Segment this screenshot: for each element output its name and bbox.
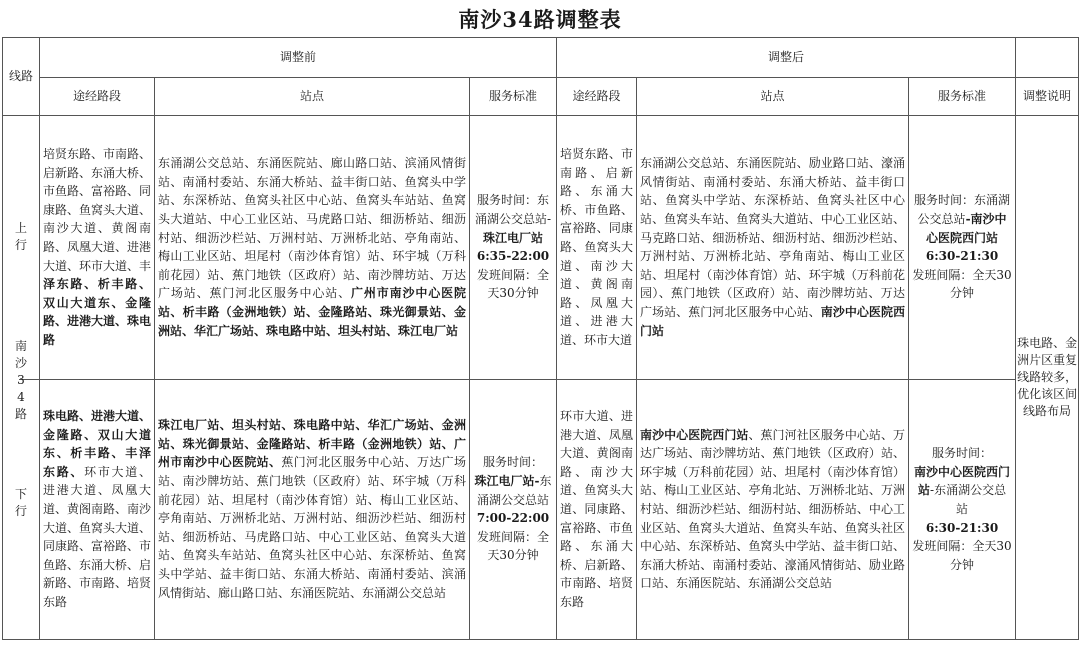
down-after-service: 服务时间： 南沙中心医院西门站-东涌湖公交总站 6:30-21:30 发班间隔：全天30分钟 bbox=[909, 379, 1016, 640]
header-before: 调整前 bbox=[40, 38, 557, 78]
header-line: 线路 bbox=[3, 38, 40, 116]
line-name: 南沙34路 bbox=[14, 339, 27, 421]
row-up bbox=[3, 116, 1079, 380]
up-before-stations: 东涌湖公交总站、东涌医院站、廊山路口站、滨涌风情街站、南涌村委站、东涌大桥站、益丰街口站、鱼窝头中学站、东深桥站、鱼窝头社区中心站、鱼窝头车站站、鱼窝头大道站、中心工业区站、马虎路口站、细沥桥站、细沥村站、细沥沙栏站、万洲村站、万洲桥北站、亭角南站、梅山工业区站、坦尾村（南沙体育馆）站、环宇城（万科前花园）站、蕉门地铁（区政府）站、南沙牌坊站、万达广场站、蕉门河北区服务中心站、广州市南沙中心医院站、析丰路（金洲地铁）站、金隆路站、珠光御景站、金洲站、华汇广场站、珠电路中站、坦头村站、珠江电厂站 bbox=[155, 116, 470, 380]
direction-up: 上行 bbox=[14, 221, 27, 252]
header-row-2 bbox=[3, 78, 1079, 116]
header-after: 调整后 bbox=[557, 38, 1016, 78]
down-before-service: 服务时间： 珠江电厂站-东涌湖公交总站 7:00-22:00 发班间隔：全天30分钟 bbox=[470, 379, 557, 640]
up-after-stations-bold: 南沙中心医院西门站 bbox=[640, 305, 906, 338]
up-after-service: 服务时间：东涌湖公交总站-南沙中心医院西门站 6:30-21:30 发班间隔：全天30分钟 bbox=[909, 116, 1016, 380]
page-title: 南沙34路调整表 bbox=[458, 7, 622, 32]
up-before-stations-bold: 广州市南沙中心医院站、析丰路（金洲地铁）站、金隆路站、珠光御景站、金洲站、华汇广场站、珠电路中站、坦头村站、珠江电厂站 bbox=[158, 286, 466, 338]
up-after-stations: 东涌湖公交总站、东涌医院站、励业路口站、濠涌风情街站、南涌村委站、东涌大桥站、益丰街口站、鱼窝头中学站、东深桥站、鱼窝头社区中心站、鱼窝头车站、鱼窝头大道站、中心工业区站、马克路口站、细沥桥站、细沥村站、细沥沙栏站、万洲村站、万洲桥北站、亭角南站、梅山工业区站、坦尾村（南沙体育馆）站、环宇城（万科前花园）、蕉门地铁（区政府）站、南沙牌坊站、万达广场站、蕉门河北区服务中心站、南沙中心医院西门站 bbox=[637, 116, 909, 380]
up-before-route-bold-1: 泽东路、 bbox=[43, 277, 98, 292]
adjustment-table bbox=[2, 37, 1079, 640]
down-before-route: 珠电路、进港大道、金隆路、双山大道东、析丰路、丰泽东路、环市大道、进港大道、凤凰大道、黄阁南路、南沙大道、鱼窝头大道、同康路、富裕路、市鱼路、东涌大桥、启新路、市南路、培贤东路 bbox=[40, 379, 155, 640]
header-route-before: 途经路段 bbox=[40, 78, 155, 116]
row-down bbox=[3, 379, 1079, 640]
header-note-empty bbox=[1016, 38, 1079, 78]
header-stations-after: 站点 bbox=[637, 78, 909, 116]
up-before-route: 培贤东路、市南路、启新路、东涌大桥、市鱼路、富裕路、同康路、鱼窝头大道、南沙大道、黄阁南路、凤凰大道、进港大道、环市大道、丰泽东路、析丰路、双山大道东、金隆路、进港大道、珠电路 bbox=[40, 116, 155, 380]
direction-down: 下行 bbox=[14, 487, 27, 518]
adjustment-note: 珠电路、金洲片区重复线路较多，优化该区间线路布局 bbox=[1016, 116, 1079, 640]
up-before-service: 服务时间：东涌湖公交总站-珠江电厂站 6:35-22:00 发班间隔：全天30分钟 bbox=[470, 116, 557, 380]
header-route-after: 途经路段 bbox=[557, 78, 637, 116]
header-note: 调整说明 bbox=[1016, 78, 1079, 116]
down-after-stations: 南沙中心医院西门站、蕉门河社区服务中心站、万达广场站、南沙牌坊站、蕉门地铁（区政府）站、环宇城（万科前花园）站、坦尾村（南沙体育馆）站、梅山工业区站、亭角北站、万洲桥北站、万洲村站、细沥沙栏站、细沥村站、细沥桥站、中心工业区站、鱼窝头大道站、鱼窝头车站、鱼窝头社区中心站、东深桥站、鱼窝头中学站、益丰街口站、东涌大桥站、南涌村委站、濠涌风情街站、励业路口站、东涌医院站、东涌湖公交总站 bbox=[637, 379, 909, 640]
up-after-route: 培贤东路、市南路、启新路、东涌大桥、市鱼路、富裕路、同康路、鱼窝头大道、南沙大道、黄阁南路、凤凰大道、进港大道、环市大道 bbox=[557, 116, 637, 380]
header-service-after: 服务标准 bbox=[909, 78, 1016, 116]
header-stations-before: 站点 bbox=[155, 78, 470, 116]
line-name-cell bbox=[3, 116, 40, 640]
down-after-route: 环市大道、进港大道、凤凰大道、黄阁南路、南沙大道、鱼窝头大道、同康路、富裕路、市鱼路、东涌大桥、启新路、市南路、培贤东路 bbox=[557, 379, 637, 640]
header-service-before: 服务标准 bbox=[470, 78, 557, 116]
up-before-route-bold-2: 析丰路、双山大道东、金隆路、进港大道、珠电路 bbox=[43, 277, 152, 347]
header-row-1 bbox=[3, 38, 1079, 78]
down-before-stations: 珠江电厂站、坦头村站、珠电路中站、华汇广场站、金洲站、珠光御景站、金隆路站、析丰路（金洲地铁）站、广州市南沙中心医院站、蕉门河北区服务中心站、万达广场站、南沙牌坊站、蕉门地铁（区政府）站、环宇城（万科前花园）站、坦尾村（南沙体育馆）站、梅山工业区站、亭角南站、万洲桥北站、万洲村站、细沥沙栏站、细沥村站、细沥桥站、马虎路口站、中心工业区站、鱼窝头大道站、鱼窝头车站站、鱼窝头社区中心站、东深桥站、鱼窝头中学站、益丰街口站、东涌大桥站、南涌村委站、滨涌风情街站、廊山路口站、东涌医院站、东涌湖公交总站 bbox=[155, 379, 470, 640]
